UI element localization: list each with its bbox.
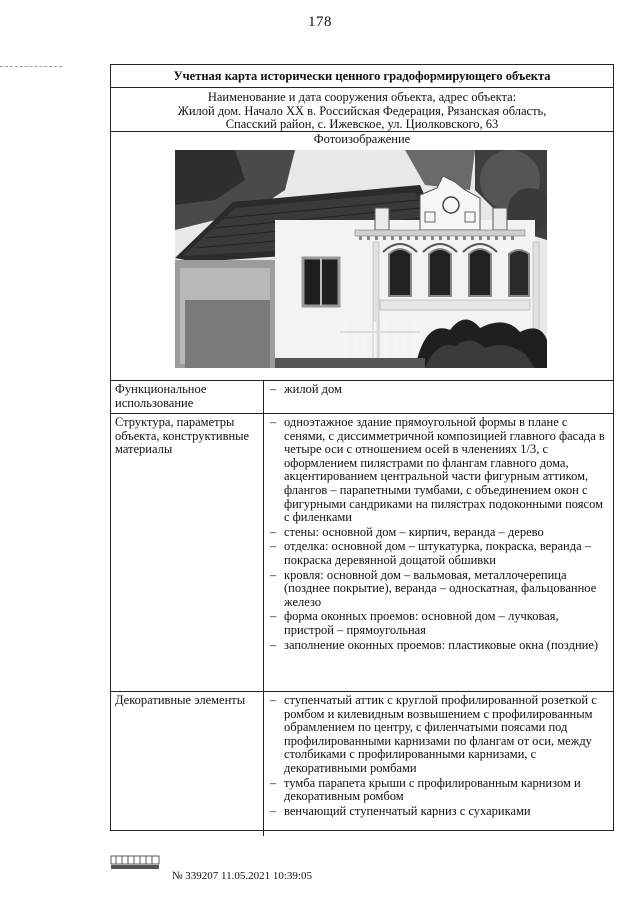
list-item xyxy=(270,777,609,804)
item-text: кровля: основной дом – вальмовая, металлочерепица (позднее покрытие), веранда – односкатная, фальцованное железо xyxy=(284,567,597,609)
list-item xyxy=(270,540,609,567)
row-structure xyxy=(111,414,613,692)
card-title: Учетная карта исторически ценного градоформирующего объекта xyxy=(111,65,613,88)
dash-marker: – xyxy=(270,415,277,429)
dash-marker: – xyxy=(270,775,277,790)
address-line: Жилой дом. Начало XX в. Российская Федерация, Рязанская область, xyxy=(177,103,547,118)
list-item xyxy=(270,639,609,653)
list-item xyxy=(270,610,609,637)
row-label: Декоративные элементы xyxy=(111,692,264,836)
dash-marker: – xyxy=(270,567,277,582)
page-number: 178 xyxy=(308,14,332,30)
list-item xyxy=(270,569,609,610)
row-functional-use xyxy=(111,381,613,414)
list-item xyxy=(270,694,609,776)
row-content xyxy=(264,692,613,836)
item-text: ступенчатый аттик с круглой профилированной розеткой с ромбом и килевидным возвышением с профилированным обрамлением по центру, с филенчатыми поясами под профилированными карнизами по флангам от оси, между столбиками с профилированными карнизами, с декоративными ромбами xyxy=(284,693,597,775)
registration-card xyxy=(110,64,614,831)
item-text: венчающий ступенчатый карниз с сухариками xyxy=(284,803,531,818)
list-item xyxy=(270,526,609,540)
item-text: жилой дом xyxy=(284,382,342,396)
scan-artifact-line xyxy=(0,66,62,72)
item-text: тумба парапета крыши с профилированным карнизом и декоративным ромбом xyxy=(284,775,581,804)
address-line: Наименование и дата сооружения объекта, адрес объекта: xyxy=(207,90,517,104)
row-content xyxy=(264,414,613,691)
photo-label: Фотоизображение xyxy=(313,132,411,146)
item-text: отделка: основной дом – штукатурка, покраска, веранда – покраска деревянной дощатой обшивки xyxy=(284,539,591,567)
dash-marker: – xyxy=(270,693,277,707)
house-photo xyxy=(175,150,547,368)
item-text: заполнение оконных проемов: пластиковые окна (поздние) xyxy=(284,637,599,652)
dash-marker: – xyxy=(270,637,277,652)
row-content xyxy=(264,381,613,413)
item-text: форма оконных проемов: основной дом – лучковая, пристрой – прямоугольная xyxy=(284,609,559,637)
dash-marker: – xyxy=(270,524,277,539)
list-item xyxy=(270,416,609,525)
dash-marker: – xyxy=(270,382,277,396)
row-label: Структура, параметры объекта, конструктивные материалы xyxy=(111,414,264,691)
list-item xyxy=(270,805,609,819)
row-decorative-elements xyxy=(111,692,613,836)
card-address xyxy=(111,88,613,132)
list-item xyxy=(270,383,609,397)
item-text: стены: основной дом – кирпич, веранда – дерево xyxy=(284,524,544,539)
row-label: Функциональное использование xyxy=(111,381,264,413)
item-text: одноэтажное здание прямоугольной формы в плане с сенями, с диссимметричной композицией главного фасада в четыре оси с отношением осей в членениях 1/3, с оформлением пилястрами по флангам главного дома, акцентированием центральной части фигурным аттиком, флангов – парапетными тумбами, с объединением окон с фигурными сандриками на пилястрах подоконными поясом с филенками xyxy=(284,415,605,525)
dash-marker: – xyxy=(270,609,277,624)
registry-logo xyxy=(110,853,160,871)
dash-marker: – xyxy=(270,539,277,554)
document-stamp: № 339207 11.05.2021 10:39:05 xyxy=(172,870,312,882)
photo-section xyxy=(111,132,613,381)
dash-marker: – xyxy=(270,803,277,818)
address-line: Спасский район, с. Ижевское, ул. Циолковского, 63 xyxy=(225,117,499,132)
